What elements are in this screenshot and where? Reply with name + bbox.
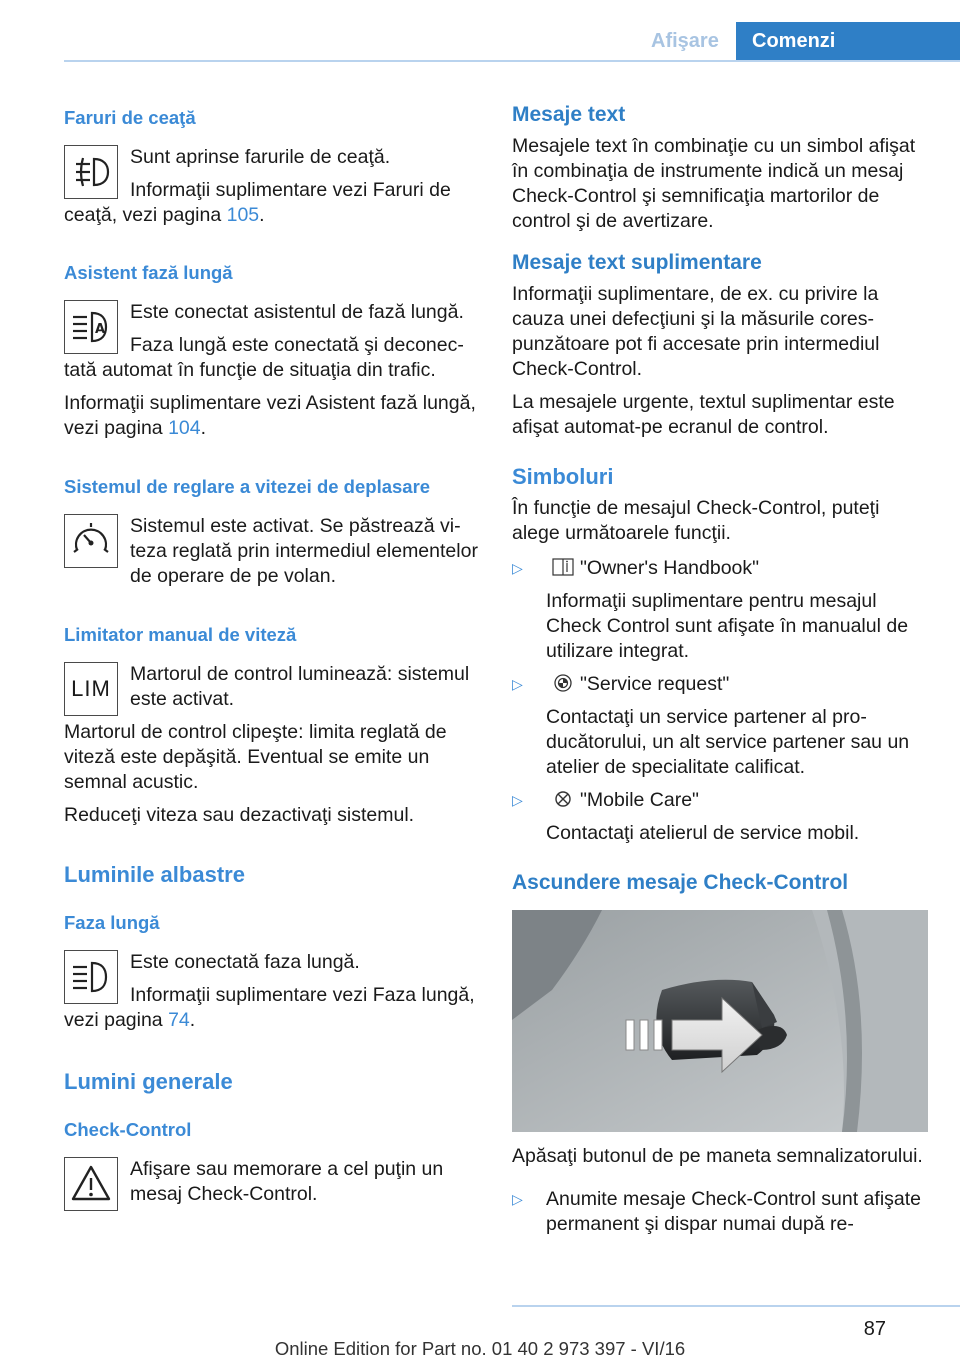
fog-text-1: Sunt aprinse farurile de ceaţă. <box>130 146 391 168</box>
section-general-lights <box>64 1067 482 1213</box>
fog-light-icon <box>64 145 118 199</box>
section-title: Luminile albastre <box>64 862 245 887</box>
bullet-arrow: ▷ <box>512 792 523 808</box>
lim-icon-text: LIM <box>71 676 111 701</box>
list-item <box>512 1187 928 1237</box>
blue-text-2: Informaţii suplimentare vezi Faza lungă, vezi pagina 74. <box>64 984 475 1031</box>
page-link-74[interactable]: 74 <box>168 1009 190 1031</box>
item-label: "Owner's Handbook" <box>546 556 928 581</box>
hba-text-2: Faza lungă este conectată şi deconectată automat în funcţie de situaţia din trafic. <box>64 334 464 381</box>
page-link-105[interactable]: 105 <box>226 204 260 226</box>
sym-text-1: În funcţie de mesajul Check-Control, puteţi alege următoarele funcţii. <box>512 497 880 544</box>
high-beam-assist-icon <box>64 300 118 354</box>
mobile-care-icon <box>552 789 574 809</box>
item-text: Informaţii suplimentare pentru mesajul Check Control sunt afişate în manualul de utilizare integrat. <box>546 590 909 662</box>
bmw-service-icon <box>552 673 574 693</box>
cruise-text-1: Sistemul este activat. Se păstrează viteza reglată prin intermediul elementelor de operare de pe volan. <box>130 515 478 587</box>
section-blue-lights <box>64 860 482 1033</box>
section-fog-lights <box>64 105 482 228</box>
msg2-text-1: Informaţii suplimentare, de ex. cu privire la cauza unei defecţiuni şi la măsurile corespunzătoare pot fi accesate prin intermediul Check-Control. <box>512 283 880 380</box>
list-item <box>512 788 928 846</box>
lim-text-3: Reduceţi viteza sau dezactivaţi sistemul. <box>64 804 415 826</box>
item-label: "Service request" <box>546 672 928 697</box>
blue-text-1: Este conectată faza lungă. <box>130 951 360 973</box>
subsection-title: Faza lungă <box>64 912 160 933</box>
turn-signal-stalk-photo <box>512 910 928 1132</box>
svg-text:A: A <box>95 322 106 337</box>
page-header <box>0 0 960 64</box>
section-cruise-control <box>64 474 482 589</box>
tab-comenzi[interactable]: Comenzi <box>736 22 960 62</box>
page-link-104[interactable]: 104 <box>168 417 201 439</box>
section-title: Limitator manual de viteză <box>64 624 297 645</box>
right-column <box>512 100 928 1237</box>
general-text-1: Afişare sau memorare a cel puţin un mesaj Check-Control. <box>130 1158 444 1205</box>
hba-text-1: Este conectat asistentul de fază lungă. <box>130 301 464 323</box>
section-title: Sistemul de reglare a vitezei de deplasare <box>64 476 431 497</box>
hba-text-3: Informaţii suplimentare vezi Asistent fază lungă, vezi pagina 104. <box>64 392 476 439</box>
speed-limiter-icon <box>64 662 118 716</box>
left-column <box>64 100 482 1213</box>
hide-text-1: Apăsaţi butonul de pe maneta semnalizatorului. <box>512 1145 923 1167</box>
cruise-control-icon <box>64 514 118 568</box>
lim-text-1: Martorul de control luminează: sistemul este activat. <box>130 663 470 710</box>
hide-bullet-text: Anumite mesaje Check-Control sunt afişate permanent şi dispar numai după re- <box>546 1188 922 1235</box>
section-title: Ascundere mesaje Check-Control <box>512 871 849 894</box>
section-hide-messages <box>512 868 928 1237</box>
section-additional-messages <box>512 248 928 440</box>
msg-text-1: Mesajele text în combinaţie cu un simbol afişat în combinaţia de instrumente indică un mesaj Check-Control şi semnificaţia martorilor de control şi de avertizare. <box>512 135 916 232</box>
header-rule <box>64 60 960 62</box>
section-title: Mesaje text suplimentare <box>512 251 762 274</box>
tab-afisare[interactable]: Afişare <box>651 30 719 52</box>
item-label: "Mobile Care" <box>546 788 928 813</box>
high-beam-icon <box>64 950 118 1004</box>
section-title: Simboluri <box>512 464 614 489</box>
subsection-title: Check-Control <box>64 1119 192 1140</box>
edition-footer: Online Edition for Part no. 01 40 2 973 397 - VI/16 <box>274 1338 686 1359</box>
section-title: Asistent fază lungă <box>64 262 233 283</box>
footer-rule <box>512 1305 960 1307</box>
warning-triangle-icon <box>64 1157 118 1211</box>
bullet-arrow: ▷ <box>512 560 523 576</box>
section-title: Faruri de ceaţă <box>64 107 196 128</box>
section-text-messages <box>512 100 928 234</box>
section-title: Lumini generale <box>64 1069 233 1094</box>
section-symbols <box>512 462 928 846</box>
section-high-beam-assist <box>64 260 482 441</box>
list-item <box>512 672 928 780</box>
section-speed-limiter <box>64 622 482 828</box>
page-number: 87 <box>863 1318 886 1340</box>
item-text: Contactaţi un service partener al producătorului, un alt service partener sau un atelier de specialitate calificat. <box>546 706 910 778</box>
bullet-arrow: ▷ <box>512 676 523 692</box>
list-item <box>512 556 928 664</box>
fog-text-2: Informaţii suplimentare vezi Faruri de ceaţă, vezi pagina 105. <box>64 179 451 226</box>
book-icon <box>552 557 574 577</box>
msg2-text-2: La mesajele urgente, textul suplimentar este afişat automat-pe ecranul de control. <box>512 391 895 438</box>
section-title: Mesaje text <box>512 103 626 126</box>
bullet-arrow: ▷ <box>512 1191 523 1207</box>
lim-text-2: Martorul de control clipeşte: limita reglată de viteză este depăşită. Eventual se emite un semnal acustic. <box>64 721 447 793</box>
item-text: Contactaţi atelierul de service mobil. <box>546 822 860 844</box>
